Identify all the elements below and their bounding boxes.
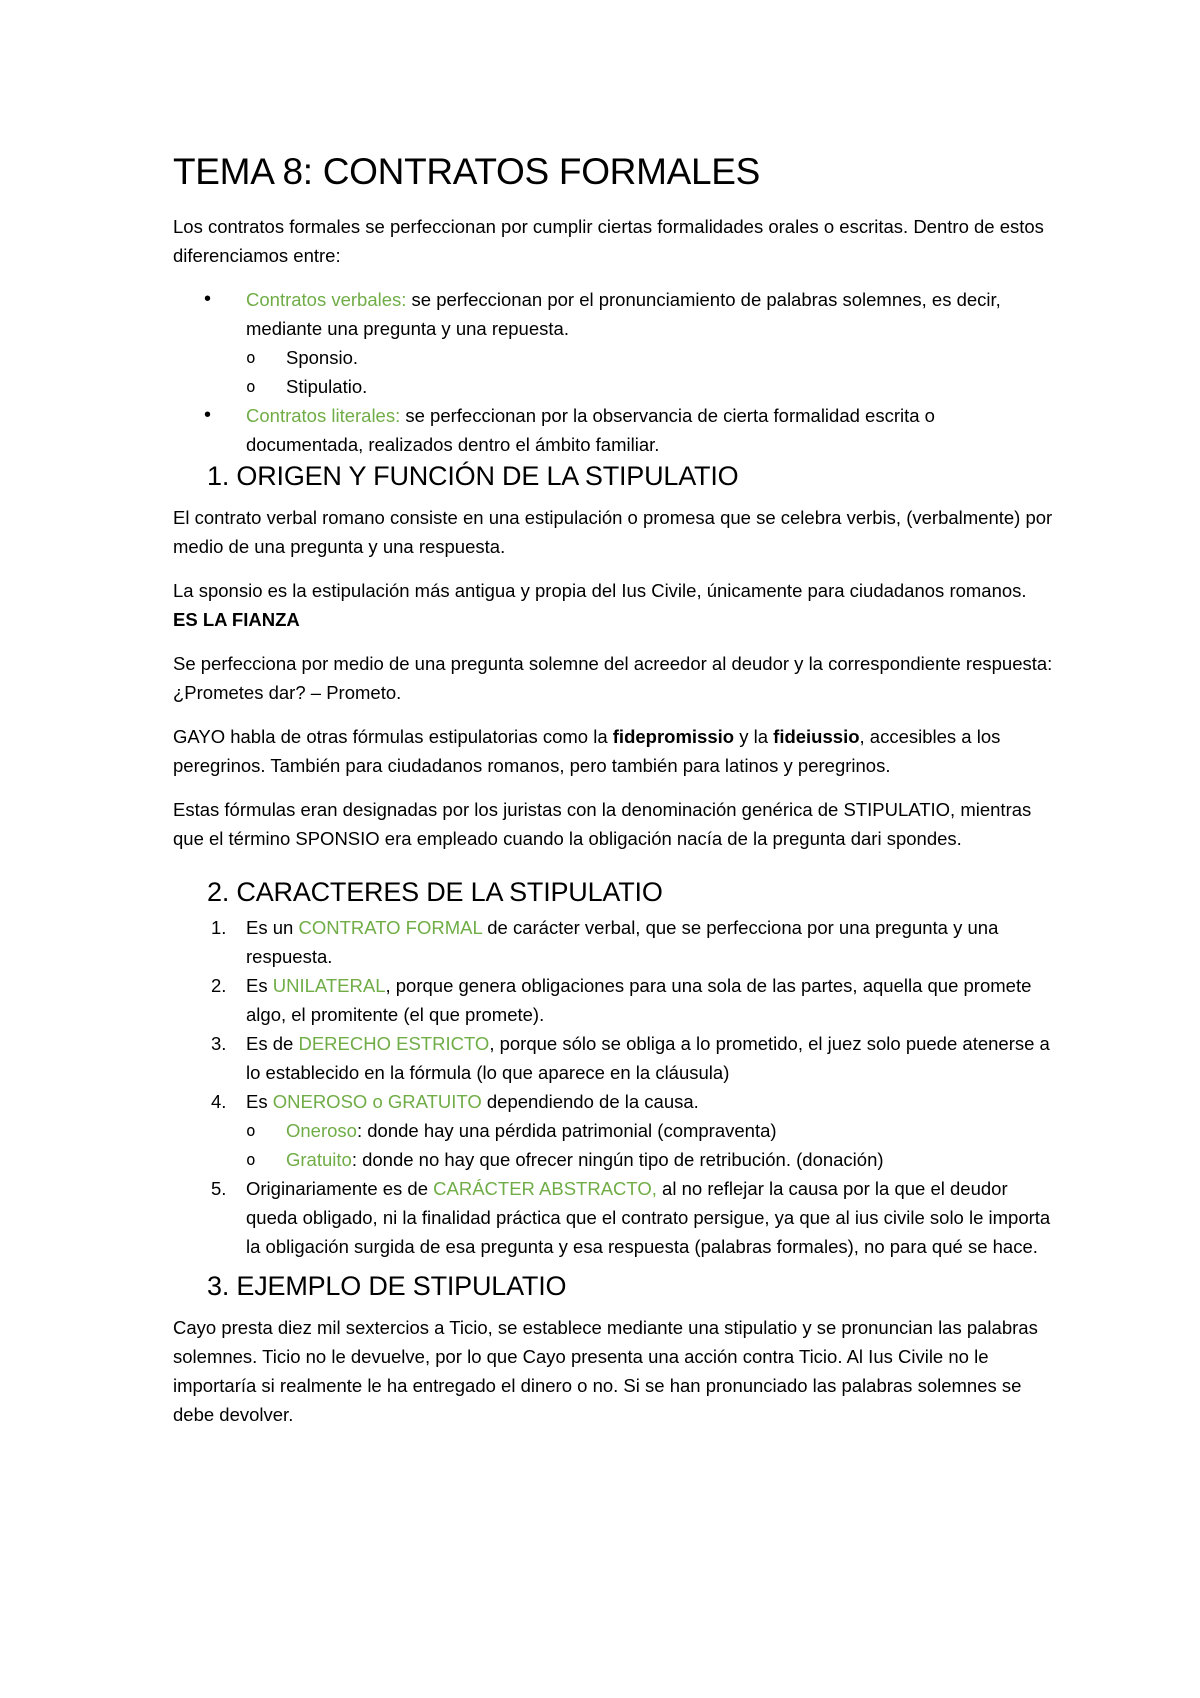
item-text: al no reflejar la causa por la que el deudor queda obligado, ni la finalidad práctica que el contrato persigue, ya que al ius civile solo le importa la obligación surgida de esa pregunta y esa respuesta (palabras formales), no para qué se hace. bbox=[246, 1178, 1051, 1257]
paragraph-text: La sponsio es la estipulación más antigua y propia del Ius Civile, únicamente para ciudadanos romanos. bbox=[173, 580, 1027, 601]
bold-text: ES LA FIANZA bbox=[173, 609, 300, 630]
list-item bbox=[173, 1174, 1053, 1261]
document-page bbox=[173, 150, 1053, 1444]
paragraph: Cayo presta diez mil sextercios a Ticio, se establece mediante una stipulatio y se pronuncian las palabras solemnes. Ticio no le devuelve, por lo que Cayo presenta una acción contra Ticio. Al Ius Civile no le importaría si realmente le ha entregado el dinero o no. Si se han pronunciado las palabras solemnes se debe devolver. bbox=[173, 1317, 1038, 1425]
list-number: 3. bbox=[211, 1033, 227, 1054]
intro-paragraph: Los contratos formales se perfeccionan por cumplir ciertas formalidades orales o escritas. Dentro de estos diferenciamos entre: bbox=[173, 216, 1044, 266]
highlight-text: DERECHO ESTRICTO bbox=[298, 1033, 490, 1054]
bold-text: fideiussio bbox=[773, 726, 860, 747]
highlight-text: CONTRATO FORMAL bbox=[298, 917, 483, 938]
paragraph: El contrato verbal romano consiste en una estipulación o promesa que se celebra verbis, (verbalmente) por medio de una pregunta y una respuesta. bbox=[173, 507, 1053, 557]
list-number: 1. bbox=[211, 917, 227, 938]
item-text: , porque sólo se obliga a lo prometido, el juez solo puede atenerse a lo establecido en la fórmula (lo que aparece en la cláusula) bbox=[246, 1033, 1050, 1083]
paragraph bbox=[173, 576, 1053, 634]
highlight-text: Gratuito bbox=[286, 1149, 352, 1170]
characters-list bbox=[173, 913, 1053, 1261]
verbal-label: Contratos verbales: bbox=[246, 289, 407, 310]
contract-types-list bbox=[173, 285, 1053, 459]
list-item-verbal bbox=[173, 285, 1053, 401]
list-item bbox=[246, 1116, 1053, 1145]
list-item: o Stipulatio. bbox=[246, 372, 1053, 401]
verbal-text: se perfeccionan por el pronunciamiento de palabras solemnes, es decir, mediante una pregunta y una repuesta. bbox=[246, 289, 1001, 339]
section-heading-characters: 2. CARACTERES DE LA STIPULATIO bbox=[207, 877, 663, 907]
item-text: Es de bbox=[246, 1033, 299, 1054]
section-heading-example: 3. EJEMPLO DE STIPULATIO bbox=[207, 1271, 567, 1301]
cause-sublist bbox=[246, 1116, 1053, 1174]
item-text: dependiendo de la causa. bbox=[481, 1091, 699, 1112]
list-item bbox=[173, 1087, 1053, 1174]
highlight-text: Oneroso bbox=[286, 1120, 357, 1141]
item-text: : donde hay una pérdida patrimonial (compraventa) bbox=[356, 1120, 777, 1141]
list-item-literal bbox=[173, 401, 1053, 459]
section-heading-origin: 1. ORIGEN Y FUNCIÓN DE LA STIPULATIO bbox=[207, 461, 739, 491]
bold-text: fidepromissio bbox=[612, 726, 735, 747]
list-item bbox=[173, 971, 1053, 1029]
item-text: Originariamente es de bbox=[246, 1178, 434, 1199]
paragraph bbox=[173, 722, 1053, 780]
highlight-text: ONEROSO o GRATUITO bbox=[272, 1091, 482, 1112]
paragraph-text: , accesibles a los peregrinos. También para ciudadanos romanos, pero también para latinos y peregrinos. bbox=[173, 726, 1001, 776]
literal-text: se perfeccionan por la observancia de cierta formalidad escrita o documentada, realizados dentro el ámbito familiar. bbox=[246, 405, 935, 455]
list-item bbox=[246, 1145, 1053, 1174]
list-number: 5. bbox=[211, 1178, 227, 1199]
item-text: de carácter verbal, que se perfecciona por una pregunta y una respuesta. bbox=[246, 917, 999, 967]
item-text: Es un bbox=[246, 917, 299, 938]
paragraph: Estas fórmulas eran designadas por los juristas con la denominación genérica de STIPULATIO, mientras que el término SPONSIO era empleado cuando la obligación nacía de la pregunta dari spondes. bbox=[173, 799, 1032, 849]
list-item bbox=[173, 1029, 1053, 1087]
list-number: 2. bbox=[211, 975, 227, 996]
item-text: , porque genera obligaciones para una sola de las partes, aquella que promete algo, el promitente (el que promete). bbox=[246, 975, 1032, 1025]
highlight-text: CARÁCTER ABSTRACTO, bbox=[433, 1178, 657, 1199]
list-item bbox=[173, 913, 1053, 971]
literal-label: Contratos literales: bbox=[246, 405, 401, 426]
verbal-sublist bbox=[246, 343, 1053, 401]
page-title: TEMA 8: CONTRATOS FORMALES bbox=[173, 151, 761, 192]
list-number: 4. bbox=[211, 1091, 227, 1112]
paragraph: Se perfecciona por medio de una pregunta solemne del acreedor al deudor y la correspondiente respuesta: ¿Prometes dar? – Prometo. bbox=[173, 653, 1053, 703]
list-item: o Sponsio. bbox=[246, 343, 1053, 372]
paragraph-text: GAYO habla de otras fórmulas estipulatorias como la bbox=[173, 726, 613, 747]
item-text: Es bbox=[246, 1091, 273, 1112]
paragraph-text: y la bbox=[734, 726, 774, 747]
highlight-text: UNILATERAL bbox=[272, 975, 386, 996]
item-text: : donde no hay que ofrecer ningún tipo de retribución. (donación) bbox=[351, 1149, 884, 1170]
item-text: Es bbox=[246, 975, 273, 996]
